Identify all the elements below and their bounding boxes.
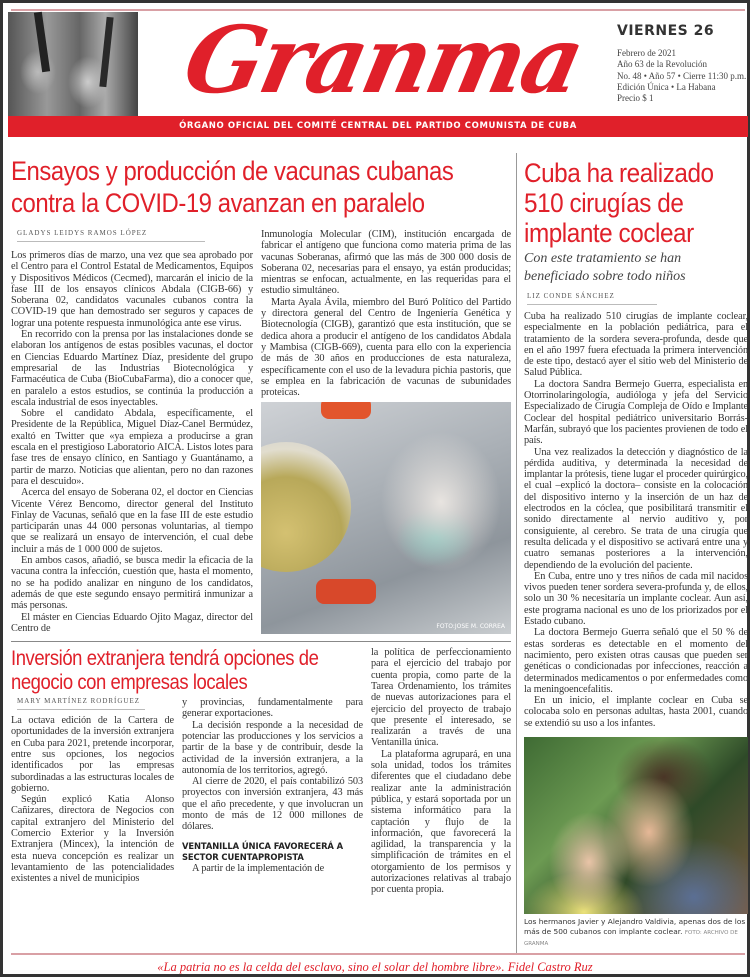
paragraph: La doctora Bermejo Guerra señaló que el 50 % de estas sorderas es detectable en el momento del nacimiento, pero existen otras causas que pueden ser genéticas o condicionadas por infecciones, reacción a determinados medicamentos o por enfermedades como la meningoencefalitis. [524, 627, 748, 695]
paragraph: la política de perfeccionamiento para el ejercicio del trabajo por cuenta propia, como parte de la Tarea Ordenamiento, los trámites de nuevas autorizaciones para el ejercicio del proyecto de trabajo que presente el interesado, se realizarán a través de una Ventanilla única. [371, 647, 511, 749]
paragraph: En ambos casos, añadió, se busca medir la eficacia de la vacuna contra la infección, cuestión que, hasta el momento, no se ha podido analizar en ninguno de los candidatos, además de que este segundo ensayo permitirá inmunizar a más personas. [11, 555, 253, 612]
edition-year: Año 63 de la Revolución [617, 59, 707, 70]
article1-column-2-wrap [261, 229, 511, 634]
right-section [524, 158, 748, 949]
article3-byline: MARY MARTÍNEZ RODRÍGUEZ [17, 697, 145, 710]
edition-place: Edición Única • La Habana [617, 81, 716, 92]
flask-shape [261, 442, 351, 572]
article3-headline[interactable]: Inversión extranjera tendrá opciones de negocio con empresas locales [11, 647, 319, 695]
paragraph: y provincias, fundamentalmente para generar exportaciones. [182, 697, 363, 720]
paragraph: Al cierre de 2020, el país contabilizó 503 proyectos con inversión extranjera, 43 más que el año precedente, y que involucran un monto de más de 12 000 millones de dólares. [182, 776, 363, 833]
left-section [11, 155, 511, 951]
article2-body [524, 311, 748, 729]
column-divider [516, 153, 517, 953]
paragraph: A partir de la implementación de [192, 862, 325, 874]
bottle-cap [321, 402, 371, 419]
paragraph: Acerca del ensayo de Soberana 02, el doctor en Ciencias Vicente Vérez Bencomo, director general del Instituto Finlay de Vacunas, señaló que en la fase III de este estudio participarán unas 44 000 personas voluntarias, al tiempo que se realizará un ensayo de intervención, el cual debe incluir a más de 1 000 000 de sujetos. [11, 487, 253, 555]
bottle-cap [316, 579, 376, 604]
article1-headline[interactable]: Ensayos y producción de vacunas cubanas contra la COVID-19 avanzan en paralelo [11, 156, 454, 218]
paragraph: Los primeros días de marzo, una vez que sea aprobado por el Centro para el Control Estatal de Medicamentos, Equipos y Dispositivos Médicos (Cecmed), marcarán el inicio de la fase III de los ensayos clínicos Abdala (CIGB-66) y Soberana 02, candidatos vacunales cubanos contra la COVID-19 que han demostrado ser seguros y capaces de lograr una potente respuesta inmunológica ante ese virus. [11, 250, 253, 329]
paragraph: Según explicó Katia Alonso Cañizares, directora de Negocios con capital extranjero del Ministerio del Comercio Exterior y la Inversión Extranjera (Mincex), la intención de esta nueva concepción es realizar un levantamiento de las potencialidades existentes a nivel de municipios [11, 794, 174, 885]
article2-headline[interactable]: Cuba ha realizado 510 cirugías de implante coclear [524, 158, 714, 248]
footer-rule [11, 953, 745, 955]
article2-byline: LIZ CONDE SÁNCHEZ [527, 292, 657, 305]
brothers-photo [524, 737, 748, 914]
article3-subhead: VENTANILLA ÚNICA FAVORECERÁ A SECTOR CUENTAPROPISTA [182, 840, 344, 862]
article1-column-1-wrap [11, 229, 253, 634]
vaccine-lab-photo [261, 402, 511, 634]
masthead-tagline: ÓRGANO OFICIAL DEL COMITÉ CENTRAL DEL PARTIDO COMUNISTA DE CUBA [8, 116, 748, 137]
paragraph: En recorrido con la prensa por las instalaciones donde se elaboran los antígenos de estas posibles vacunas, el doctor en Ciencias Eduardo Martínez Díaz, presidente del grupo empresarial de las Industrias Biotecnológica y Farmacéutica de Cuba (BioCubaFarma), dio a conocer que, en paralelo a estos estudios, se continúa la producción a escala industrial de esos inyectables. [11, 329, 253, 408]
article3-main [11, 647, 363, 896]
paragraph: La decisión responde a la necesidad de potenciar las producciones y los servicios a partir de la base y de contribuir, desde la actividad de la inversión extranjera, a la autonomía de los territorios, agregó. [182, 719, 363, 776]
paragraph: Cuba ha realizado 510 cirugías de implante coclear, especialmente en la población pediátrica, para el tratamiento de la sordera severa-profunda, desde que en el año 1997 fuera efectuada la primera intervención de este tipo, destacó ayer el sitio web del Ministerio de Salud Pública. [524, 311, 748, 379]
masthead-photo [8, 12, 138, 116]
photo-caption [524, 917, 748, 949]
paragraph: La doctora Sandra Bermejo Guerra, especialista en Otorrinolaringología, audióloga y jefa del Servicio Especializado de Cirugía Compleja de Oído e Implante Coclear del hospital pediátrico universitario Borrás-Marfán, subrayó que los pacientes provienen de todo el país. [524, 378, 748, 447]
paragraph: El máster en Ciencias Eduardo Ojito Magaz, director del Centro de [11, 611, 253, 634]
edition-number: No. 48 • Año 57 • Cierre 11:30 p.m. [617, 70, 747, 81]
footer-quote: «La patria no es la celda del esclavo, sino el solar del hombre libre». Fidel Castro Ruz [157, 960, 593, 974]
article3-column-b [182, 697, 363, 884]
paragraph: La plataforma agrupará, en una sola unidad, todos los trámites diferentes que el ciudadano debe realizar ante la administración pública, y estará soportada por un sistema informático para la captación y flujo de la información, que favorecerá la agilidad, la transparencia y la simplificación de trámites en el otorgamiento de los permisos y autorizaciones relativas al trabajo por cuenta propia. [371, 748, 511, 896]
article2-subtitle: Con este tratamiento se han beneficiado sobre todo niños [524, 251, 686, 284]
article1-column-1 [11, 250, 253, 634]
paragraph: Inmunología Molecular (CIM), institución encargada de fabricar el antígeno que funciona como materia prima de las vacunas Soberanas, afirmó que las más de 300 000 dosis de Soberana 02, necesarias para el ensayo, ya están producidas; mientras se enfocan, actualmente, en las requeridas para el estudio simultáneo. [261, 229, 511, 297]
edition-day: VIERNES 26 [617, 23, 715, 39]
caption-text: Los hermanos Javier y Alejandro Valdivia, apenas dos de los más de 500 cubanos con implante coclear. [524, 917, 746, 936]
paragraph: En Cuba, entre uno y tres niños de cada mil nacidos vivos pueden tener sordera severa-profunda y, de ellos, solo un 30 % necesitaría un implante coclear. Aun así, este programa nacional es uno de los priorizados por el Estado cubano. [524, 570, 748, 628]
paragraph: Una vez realizados la detección y diagnóstico de la pérdida auditiva, y determinada la necesidad de implantar la prótesis, tiene lugar el proceder quirúrgico, el cual –explicó la doctora– consiste en la colocación del dispositivo interno y la inserción de un haz de electrodos en la cóclea, que posibilitará transmitir el sonido directamente al nervio auditivo y, por consiguiente, al cerebro. Se trata de una cirugía que resulta delicada y el dispositivo se activará entre una y cuatro semanas posteriores a la intervención, dependiendo de la evolución del paciente. [524, 446, 748, 571]
article1-byline: GLADYS LEIDYS RAMOS LÓPEZ [17, 229, 205, 242]
section-divider [11, 641, 511, 642]
edition-date: Febrero de 2021 [617, 48, 676, 58]
paragraph: La octava edición de la Cartera de oportunidades de la inversión extranjera en Cuba para 2021, pretende incorporar, entre sus opciones, los negocios identificados por las empresas subordinadas a las estructuras locales de gobierno. [11, 715, 174, 794]
article3-column-a [11, 715, 174, 884]
paragraph: Sobre el candidato Abdala, específicamente, el Presidente de la República, Miguel Díaz-Canel Bermúdez, exaltó en Twitter que «ya empieza a producirse a gran escala en el prestigioso Laboratorio AICA. Listos lotes para fase tres de ensayo clínico, en Santiago y Guantánamo, a partir de marzo. Noticias que alientan, pero no dan razones para el descuido». [11, 408, 253, 487]
article3-column-c [371, 647, 511, 896]
edition-info [617, 48, 746, 104]
edition-price: Precio $ 1 [617, 93, 654, 104]
photo-credit: FOTO:JOSE M. CORREA [436, 623, 505, 631]
paragraph: Marta Ayala Ávila, miembro del Buró Político del Partido y directora general del Centro de Ingeniería Genética y Biotecnología (CIGB), garantizó que esta institución, que se dedica ahora a producir el antígeno de los candidatos Abdala y Mambisa (CIGB-669), cuenta para ello con la experiencia de más de 30 años en producciones de esta naturaleza, específicamente con el uso de la levadura pichia pastoris, que se emplea en la fabricación de vacunas de subunidades proteicas. [261, 296, 511, 399]
caption-credit: FOTO: ARCHIVO DE GRANMA [524, 930, 738, 947]
granma-logo: Granma [175, 6, 591, 114]
paragraph: En un inicio, el implante coclear en Cuba se colocaba solo en personas adultas, hasta 2001, cuando se extendió su uso a los infantes. [524, 695, 748, 729]
article1-column-2 [261, 229, 511, 398]
